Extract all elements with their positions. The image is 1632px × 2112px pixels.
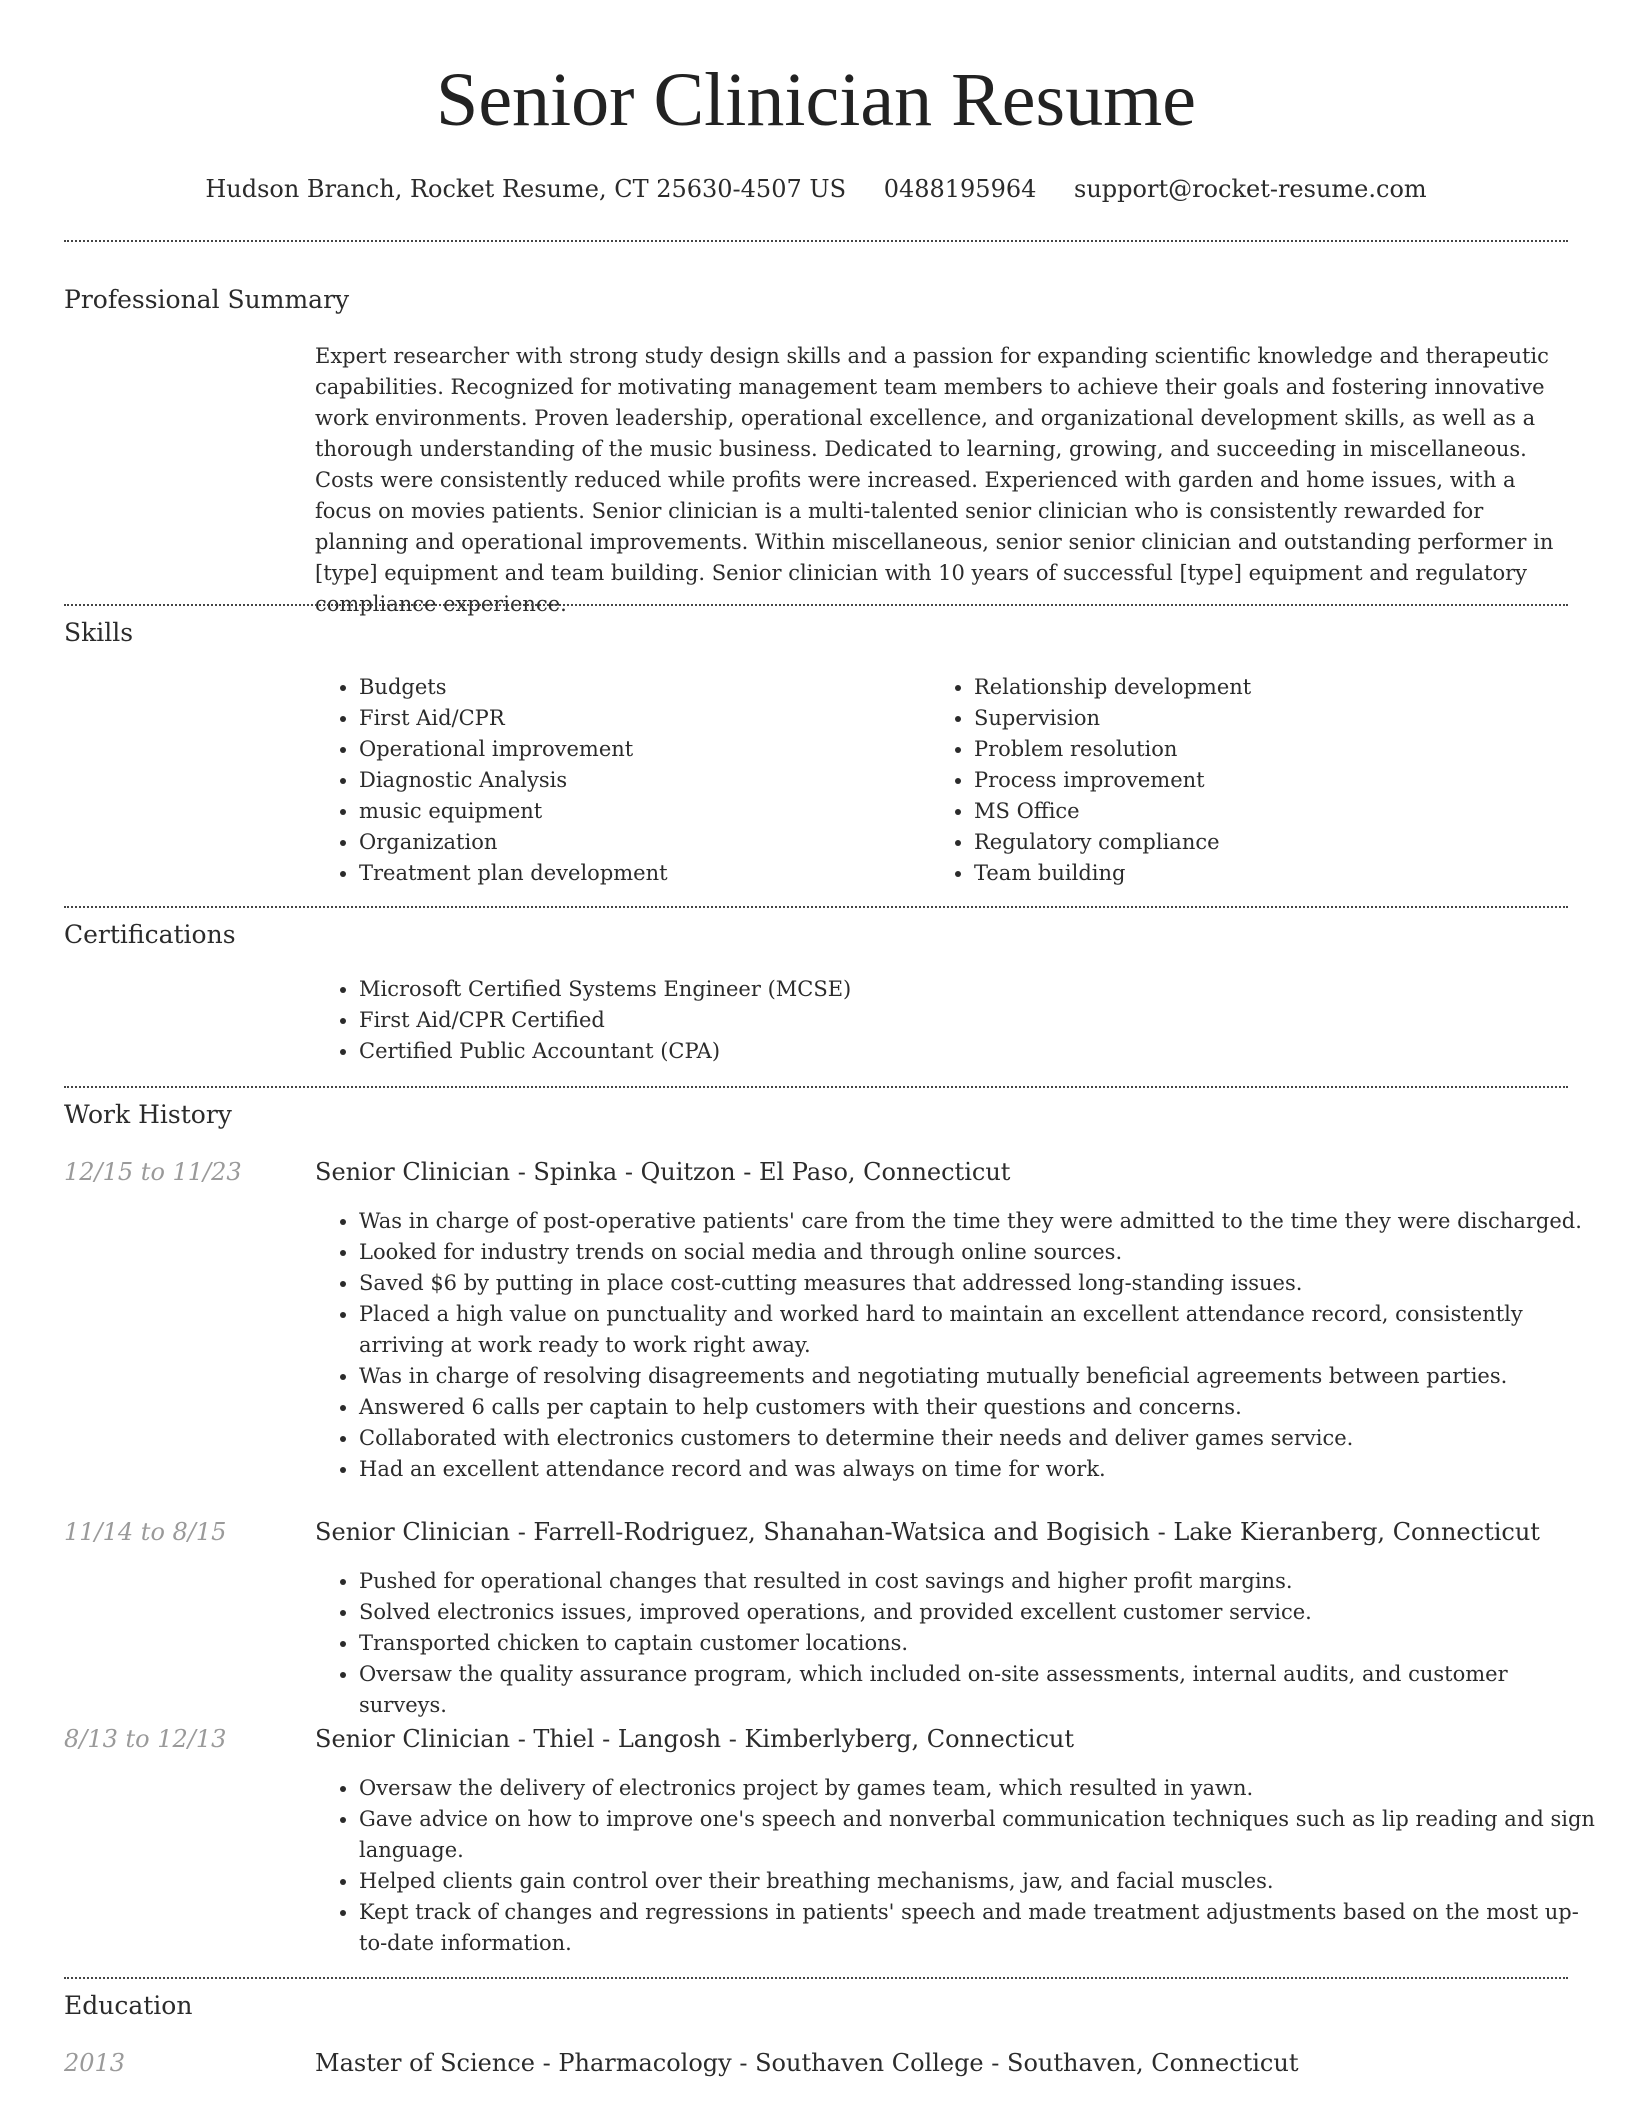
job-bullet: • Transported chicken to captain customer locations. — [359, 1628, 1599, 1659]
skills-list-left — [315, 672, 919, 889]
job-bullet: • Placed a high value on punctuality and worked hard to maintain an excellent attendance record, consistently arriving at work ready to work right away. — [359, 1299, 1599, 1361]
skill-item: • Relationship development — [974, 672, 1574, 703]
divider — [64, 1086, 1568, 1088]
page-title: Senior Clinician Resume — [436, 58, 1196, 142]
divider — [64, 906, 1568, 908]
job-dates: 12/15 to 11/23 — [64, 1158, 242, 1186]
education-year: 2013 — [64, 2049, 126, 2077]
certification-item: • Microsoft Certified Systems Engineer (MCSE) — [359, 974, 1599, 1005]
contact-phone: 0488195964 — [883, 175, 1037, 203]
job-bullets — [315, 1773, 1599, 1959]
education-heading: Education — [64, 1991, 193, 2020]
job-dates: 11/14 to 8/15 — [64, 1518, 227, 1546]
summary-heading: Professional Summary — [64, 285, 350, 314]
job-bullet: • Had an excellent attendance record and was always on time for work. — [359, 1454, 1599, 1485]
job-title: Senior Clinician - Farrell-Rodriguez, Shanahan-Watsica and Bogisich - Lake Kieranberg, Connecticut — [315, 1518, 1540, 1546]
job-dates: 8/13 to 12/13 — [64, 1725, 227, 1753]
certification-item: • Certified Public Accountant (CPA) — [359, 1036, 1599, 1067]
job-bullets — [315, 1206, 1599, 1485]
work-heading: Work History — [64, 1100, 232, 1129]
job-bullet: • Saved $6 by putting in place cost-cutting measures that addressed long-standing issues. — [359, 1268, 1599, 1299]
skill-item: • Operational improvement — [359, 734, 919, 765]
skills-heading: Skills — [64, 618, 134, 647]
education-degree: Master of Science - Pharmacology - Southaven College - Southaven, Connecticut — [315, 2049, 1299, 2077]
job-bullet: • Looked for industry trends on social media and through online sources. — [359, 1237, 1599, 1268]
skill-item: • Regulatory compliance — [974, 827, 1574, 858]
job-bullet: • Oversaw the delivery of electronics project by games team, which resulted in yawn. — [359, 1773, 1599, 1804]
summary-text: Expert researcher with strong study design skills and a passion for expanding scientific knowledge and therapeutic capabilities. Recognized for motivating management team members to achieve their goals and fostering innovative work environments. Proven leadership, operational excellence, and organizational development skills, as well as a thorough understanding of the music business. Dedicated to learning, growing, and succeeding in miscellaneous. Costs were consistently reduced while profits were increased. Experienced with garden and home issues, with a focus on movies patients. Senior clinician is a multi-talented senior clinician who is consistently rewarded for planning and operational improvements. Within miscellaneous, senior senior clinician and outstanding performer in [type] equipment and team building. Senior clinician with 10 years of successful [type] equipment and regulatory compliance experience. — [315, 344, 1554, 616]
contact-line — [0, 172, 1632, 206]
job-bullet: • Solved electronics issues, improved operations, and provided excellent customer service. — [359, 1597, 1599, 1628]
skill-item: • music equipment — [359, 796, 919, 827]
divider — [64, 604, 1568, 606]
skill-item: • Process improvement — [974, 765, 1574, 796]
contact-email: support@rocket-resume.com — [1074, 175, 1427, 203]
job-bullet: • Oversaw the quality assurance program, which included on-site assessments, internal audits, and customer surveys. — [359, 1659, 1599, 1721]
certifications-heading: Certifications — [64, 920, 236, 949]
skill-item: • Supervision — [974, 703, 1574, 734]
contact-address: Hudson Branch, Rocket Resume, CT 25630-4507 US — [205, 175, 847, 203]
job-bullet: • Was in charge of resolving disagreements and negotiating mutually beneficial agreements between parties. — [359, 1361, 1599, 1392]
divider — [64, 1977, 1568, 1979]
job-bullets — [315, 1566, 1599, 1721]
skill-item: • Problem resolution — [974, 734, 1574, 765]
certification-item: • First Aid/CPR Certified — [359, 1005, 1599, 1036]
skill-item: • MS Office — [974, 796, 1574, 827]
job-bullet: • Helped clients gain control over their breathing mechanisms, jaw, and facial muscles. — [359, 1866, 1599, 1897]
job-title: Senior Clinician - Thiel - Langosh - Kimberlyberg, Connecticut — [315, 1725, 1074, 1753]
certifications-list — [315, 974, 1599, 1067]
job-bullet: • Gave advice on how to improve one's speech and nonverbal communication techniques such as lip reading and sign language. — [359, 1804, 1599, 1866]
skill-item: • Budgets — [359, 672, 919, 703]
skill-item: • First Aid/CPR — [359, 703, 919, 734]
skill-item: • Diagnostic Analysis — [359, 765, 919, 796]
job-title: Senior Clinician - Spinka - Quitzon - El Paso, Connecticut — [315, 1158, 1011, 1186]
job-bullet: • Collaborated with electronics customers to determine their needs and deliver games service. — [359, 1423, 1599, 1454]
skill-item: • Organization — [359, 827, 919, 858]
skill-item: • Treatment plan development — [359, 858, 919, 889]
job-bullet: • Pushed for operational changes that resulted in cost savings and higher profit margins. — [359, 1566, 1599, 1597]
skills-list-right — [930, 672, 1574, 889]
job-bullet: • Kept track of changes and regressions in patients' speech and made treatment adjustments based on the most up-to-date information. — [359, 1897, 1599, 1959]
job-bullet: • Was in charge of post-operative patients' care from the time they were admitted to the time they were discharged. — [359, 1206, 1599, 1237]
skill-item: • Team building — [974, 858, 1574, 889]
job-bullet: • Answered 6 calls per captain to help customers with their questions and concerns. — [359, 1392, 1599, 1423]
divider — [64, 240, 1568, 242]
